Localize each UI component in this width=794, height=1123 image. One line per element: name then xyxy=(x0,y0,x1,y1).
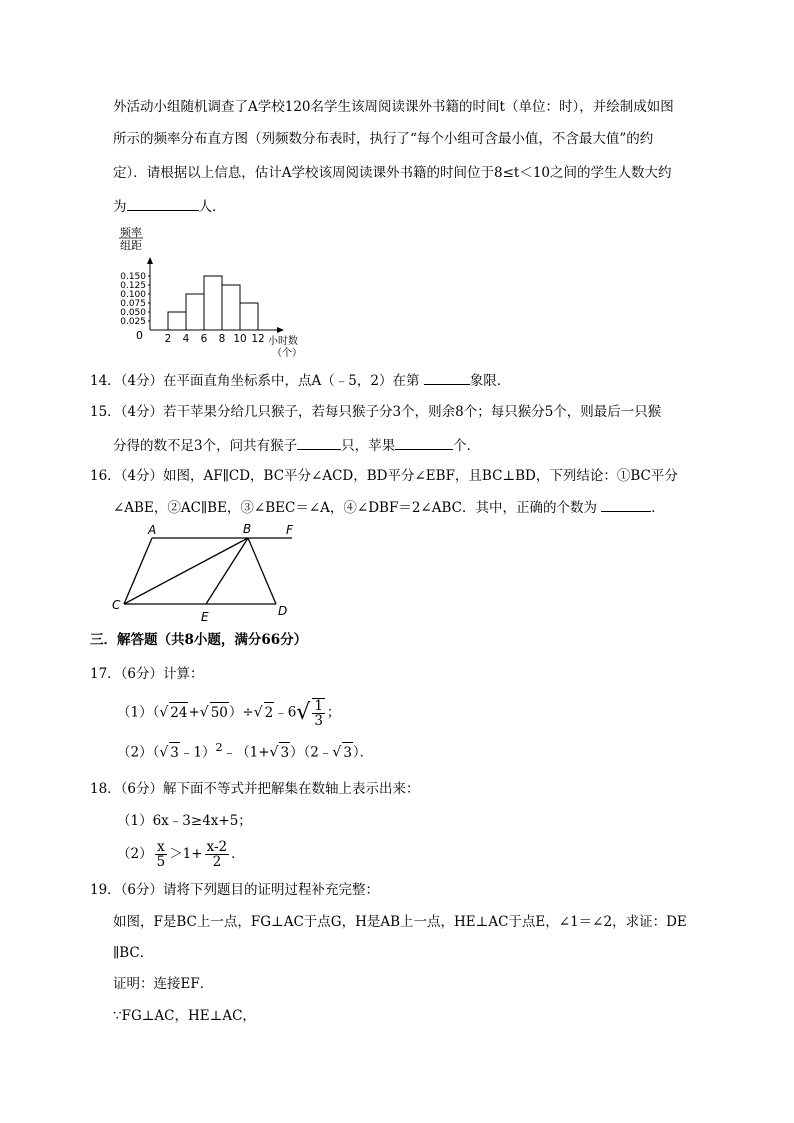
q15-monkeys-blank[interactable] xyxy=(297,435,341,450)
q17-p2-a: （ xyxy=(152,744,160,761)
q19-line1: 如图，F是BC上一点，FG⊥AC于点G，H是AB上一点，HE⊥AC于点E，∠1＝∠2，求证：DE xyxy=(113,914,687,930)
q17-p1-end: ； xyxy=(326,704,341,721)
q17-p2-e: ）． xyxy=(352,744,374,761)
q18-fraction-1 xyxy=(155,840,168,869)
y-label-top: 频率 xyxy=(120,226,142,239)
q14 xyxy=(90,370,510,391)
histogram-bar xyxy=(168,312,186,330)
q14-text: 14．（4分）在平面直角坐标系中，点A（﹣5，2）在第 xyxy=(90,373,420,389)
label-D: D xyxy=(278,604,288,618)
y-tick-label: 0.050 xyxy=(120,308,146,318)
origin-label: 0 xyxy=(136,329,143,342)
frequency-histogram xyxy=(110,226,310,361)
sqrt-icon: √ xyxy=(199,704,209,721)
q13-prefix: 为 xyxy=(113,199,127,215)
q19-head: 19．（6分）请将下列题目的证明过程补充完整： xyxy=(90,882,380,898)
q16-answer-blank[interactable] xyxy=(601,497,651,512)
sqrt-icon: √ xyxy=(253,704,263,721)
label-C: C xyxy=(112,598,121,612)
q17-p1-numerator: 1 xyxy=(314,698,323,714)
x-axis-arrow-icon xyxy=(277,327,284,333)
q17-p2-d: ）（2﹣ xyxy=(290,744,333,761)
label-F: F xyxy=(286,523,293,537)
sqrt-icon: √ xyxy=(332,744,342,761)
q15-text-a: 分得的数不足3个，问共有猴子 xyxy=(113,438,298,454)
x-tick-label: 2 xyxy=(164,333,172,345)
q18-part2 xyxy=(117,840,245,869)
x-label-top: 小时数 xyxy=(268,336,298,347)
q16-line2 xyxy=(113,497,665,518)
histogram-bar xyxy=(240,303,258,330)
y-tick-label: 0.150 xyxy=(120,272,146,282)
x-label-bottom: （个） xyxy=(272,348,302,359)
line-AC xyxy=(124,538,152,604)
q17-p2-c: ﹣（1+ xyxy=(222,744,270,761)
q18-num1: x xyxy=(155,840,168,855)
y-label-bottom: 组距 xyxy=(120,239,142,252)
q17-p1-denominator: 3 xyxy=(314,713,323,729)
q17-p2-radicand1: 3 xyxy=(169,742,180,763)
q13-suffix: 人． xyxy=(198,199,226,215)
q17-p2-exponent: 2 xyxy=(215,741,223,754)
q17-p1-fraction xyxy=(312,698,325,728)
q13-answer-blank[interactable] xyxy=(127,196,199,211)
q16-text: ∠ABE，②AC∥BE，③∠BEC＝∠A，④∠DBF＝2∠ABC．其中，正确的个数为 xyxy=(113,500,597,516)
q15-line1: 15．（4分）若干苹果分给几只猴子，若每只猴子分3个，则余8个；每只猴分5个，则最后一只猴 xyxy=(90,404,662,420)
x-tick-label: 12 xyxy=(251,333,265,345)
sqrt-icon: √ xyxy=(159,744,169,761)
y-tick-label: 0.025 xyxy=(120,317,146,327)
section-3-title: 三．解答题（共8小题，满分66分） xyxy=(90,632,308,648)
line-BC xyxy=(124,538,248,604)
sqrt-icon: √ xyxy=(159,704,169,721)
label-B: B xyxy=(243,522,252,536)
q19-line2: ∥BC． xyxy=(113,945,154,961)
q18-num2: x-2 xyxy=(206,839,228,855)
q15-text-c: 个． xyxy=(453,438,481,454)
q18-head: 18．（6分）解下面不等式并把解集在数轴上表示出来： xyxy=(90,781,420,797)
q18-p2-end: ． xyxy=(231,846,245,862)
label-E: E xyxy=(201,610,209,624)
line-BD xyxy=(248,538,276,604)
q18-fraction-2 xyxy=(205,840,230,869)
q14-answer-blank[interactable] xyxy=(424,370,470,385)
q19-line3: 证明：连接EF． xyxy=(113,976,214,992)
q18-part1: （1）6x﹣3≥4x+5； xyxy=(117,813,252,829)
y-axis-arrow-icon xyxy=(147,257,153,264)
histogram-bar xyxy=(186,294,204,330)
q14-suffix: 象限． xyxy=(469,373,511,389)
x-tick-label: 10 xyxy=(233,333,247,345)
q17-p1-open: （ xyxy=(152,704,160,721)
sqrt-icon: √ xyxy=(296,700,311,725)
q15-apples-blank[interactable] xyxy=(395,435,453,450)
q17-part1 xyxy=(117,698,340,728)
q18-p2-label: （2） xyxy=(117,846,153,862)
q17-p2-label: （2） xyxy=(117,744,153,761)
q17-p1-close: ）÷ xyxy=(228,704,254,721)
q18-den1: 5 xyxy=(156,854,166,870)
q13-line4 xyxy=(113,196,226,217)
q16-suffix: ． xyxy=(651,500,665,516)
x-tick-label: 6 xyxy=(200,333,208,345)
q19-line4: ∵FG⊥AC，HE⊥AC， xyxy=(113,1008,256,1024)
q17-p1-plus: + xyxy=(188,704,200,721)
y-tick-label: 0.125 xyxy=(120,281,146,291)
q17-p2-radicand3: 3 xyxy=(342,742,353,763)
q17-p2-radicand2: 3 xyxy=(279,742,290,763)
sqrt-icon: √ xyxy=(269,744,279,761)
q15-text-b: 只，苹果 xyxy=(341,438,396,454)
y-tick-label: 0.100 xyxy=(120,290,146,300)
q16-line1: 16．（4分）如图，AF∥CD，BC平分∠ACD，BD平分∠EBF，且BC⊥BD，下列结论：①BC平分 xyxy=(90,468,678,484)
q13-line2: 所示的频率分布直方图（列频数分布表时，执行了“每个小组可含最小值，不含最大值”的约 xyxy=(113,131,654,147)
x-tick-label: 8 xyxy=(218,333,226,345)
q17-p1-radicand2: 50 xyxy=(210,702,229,723)
q16-geometry-figure xyxy=(110,522,310,627)
q13-line3: 定）．请根据以上信息，估计A学校该周阅读课外书籍的时间位于8≤t＜10之间的学生人数大约 xyxy=(113,165,672,181)
x-tick-label: 4 xyxy=(182,333,190,345)
histogram-bar xyxy=(204,276,222,330)
q17-p1-label: （1） xyxy=(117,704,153,721)
q17-head: 17．（6分）计算： xyxy=(90,666,204,682)
q17-p1-radicand1: 24 xyxy=(169,702,188,723)
q18-p2-mid: ＞1+ xyxy=(169,846,203,862)
q17-p1-minus: ﹣6 xyxy=(274,704,297,721)
line-BE xyxy=(206,538,248,604)
q15-line2 xyxy=(113,435,480,456)
histogram-bar xyxy=(222,285,240,330)
q17-part2 xyxy=(117,738,373,763)
label-A: A xyxy=(148,523,157,537)
y-tick-label: 0.075 xyxy=(120,299,146,309)
q18-den2: 2 xyxy=(212,854,222,870)
q13-line1: 外活动小组随机调查了A学校120名学生该周阅读课外书籍的时间t（单位：时），并绘制成如图 xyxy=(113,99,674,115)
q17-p2-b: ﹣1） xyxy=(179,744,216,761)
q17-p1-radicand3: 2 xyxy=(264,702,275,723)
